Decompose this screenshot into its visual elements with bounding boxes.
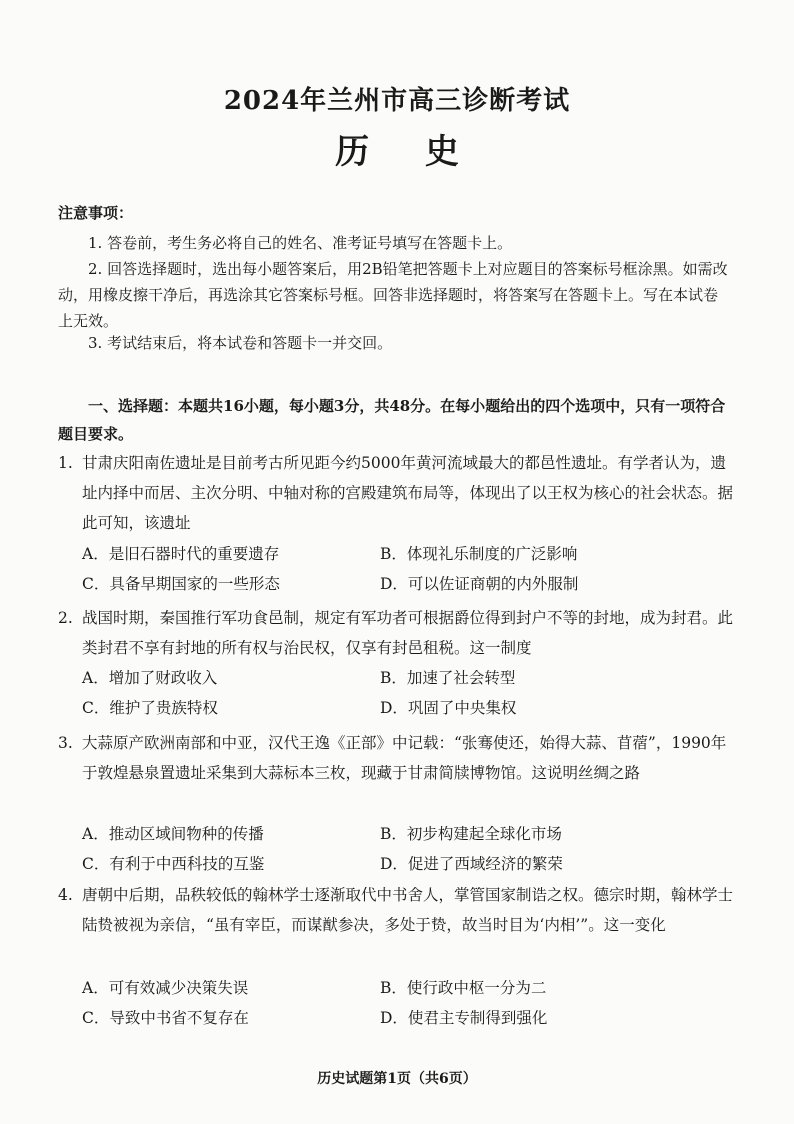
question-stem: 战国时期，秦国推行军功食邑制，规定有军功者可根据爵位得到封户不等的封地，成为封君。此类封君不享有封地的所有权与治民权，仅享有封邑租税。这一制度 bbox=[82, 609, 734, 657]
exam-subject: 历 史 bbox=[335, 132, 481, 172]
question-4 bbox=[58, 880, 738, 940]
question-number: 1. bbox=[58, 454, 73, 472]
question-number: 4. bbox=[58, 886, 73, 904]
option-d: D．可以佐证商朝的内外服制 bbox=[380, 575, 579, 593]
notice-item-1: 1. 答卷前，考生务必将自己的姓名、准考证号填写在答题卡上。 bbox=[88, 234, 513, 252]
option-b: B．加速了社会转型 bbox=[380, 669, 516, 687]
option-d: D．促进了西域经济的繁荣 bbox=[380, 855, 563, 873]
section-heading: 一、选择题：本题共16小题，每小题3分，共48分。在每小题给出的四个选项中，只有一项符合题目要求。 bbox=[58, 397, 726, 443]
question-stem: 唐朝中后期，品秩较低的翰林学士逐渐取代中书舍人，掌管国家制诰之权。德宗时期，翰林学士陆贽被视为亲信，“虽有宰臣，而谋猷参决，多处于贽，故当时目为‘内相’”。这一变化 bbox=[82, 886, 734, 934]
option-c: C．有利于中西科技的互鉴 bbox=[82, 855, 265, 873]
notice-item-2: 2. 回答选择题时，选出每小题答案后，用2B铅笔把答题卡上对应题目的答案标号框涂黑。如需改动，用橡皮擦干净后，再选涂其它答案标号框。回答非选择题时，将答案写在答题卡上。写在本试卷上无效。 bbox=[58, 260, 728, 330]
question-2 bbox=[58, 603, 738, 663]
option-a: A．推动区域间物种的传播 bbox=[82, 825, 264, 843]
option-c: C．导致中书省不复存在 bbox=[82, 1009, 249, 1027]
question-3 bbox=[58, 728, 738, 788]
option-c: C．维护了贵族特权 bbox=[82, 699, 218, 717]
option-a: A．增加了财政收入 bbox=[82, 669, 218, 687]
option-b: B．体现礼乐制度的广泛影响 bbox=[380, 545, 578, 563]
option-b: B．初步构建起全球化市场 bbox=[380, 825, 562, 843]
question-number: 2. bbox=[58, 609, 73, 627]
notice-item-3: 3. 考试结束后，将本试卷和答题卡一并交回。 bbox=[88, 334, 393, 352]
question-number: 3. bbox=[58, 734, 73, 752]
option-d: D．使君主专制得到强化 bbox=[380, 1009, 548, 1027]
option-b: B．使行政中枢一分为二 bbox=[380, 979, 547, 997]
notice-heading: 注意事项： bbox=[58, 204, 134, 222]
question-stem: 大蒜原产欧洲南部和中亚，汉代王逸《正部》中记载：“张骞使还，始得大蒜、苜蓿”，1990年于敦煌悬泉置遗址采集到大蒜标本三枚，现藏于甘肃简牍博物馆。这说明丝绸之路 bbox=[82, 734, 727, 782]
option-d: D．巩固了中央集权 bbox=[380, 699, 517, 717]
option-c: C．具备早期国家的一些形态 bbox=[82, 575, 280, 593]
option-a: A．可有效减少决策失误 bbox=[82, 979, 249, 997]
question-1 bbox=[58, 448, 738, 538]
page-footer: 历史试题第1页（共6页） bbox=[317, 1071, 477, 1087]
exam-title: 2024年兰州市高三诊断考试 bbox=[223, 86, 571, 116]
option-a: A．是旧石器时代的重要遗存 bbox=[82, 545, 280, 563]
question-stem: 甘肃庆阳南佐遗址是目前考古所见距今约5000年黄河流域最大的都邑性遗址。有学者认为，遗址内择中而居、主次分明、中轴对称的宫殿建筑布局等，体现出了以王权为核心的社会状态。据此可知，该遗址 bbox=[82, 454, 734, 532]
